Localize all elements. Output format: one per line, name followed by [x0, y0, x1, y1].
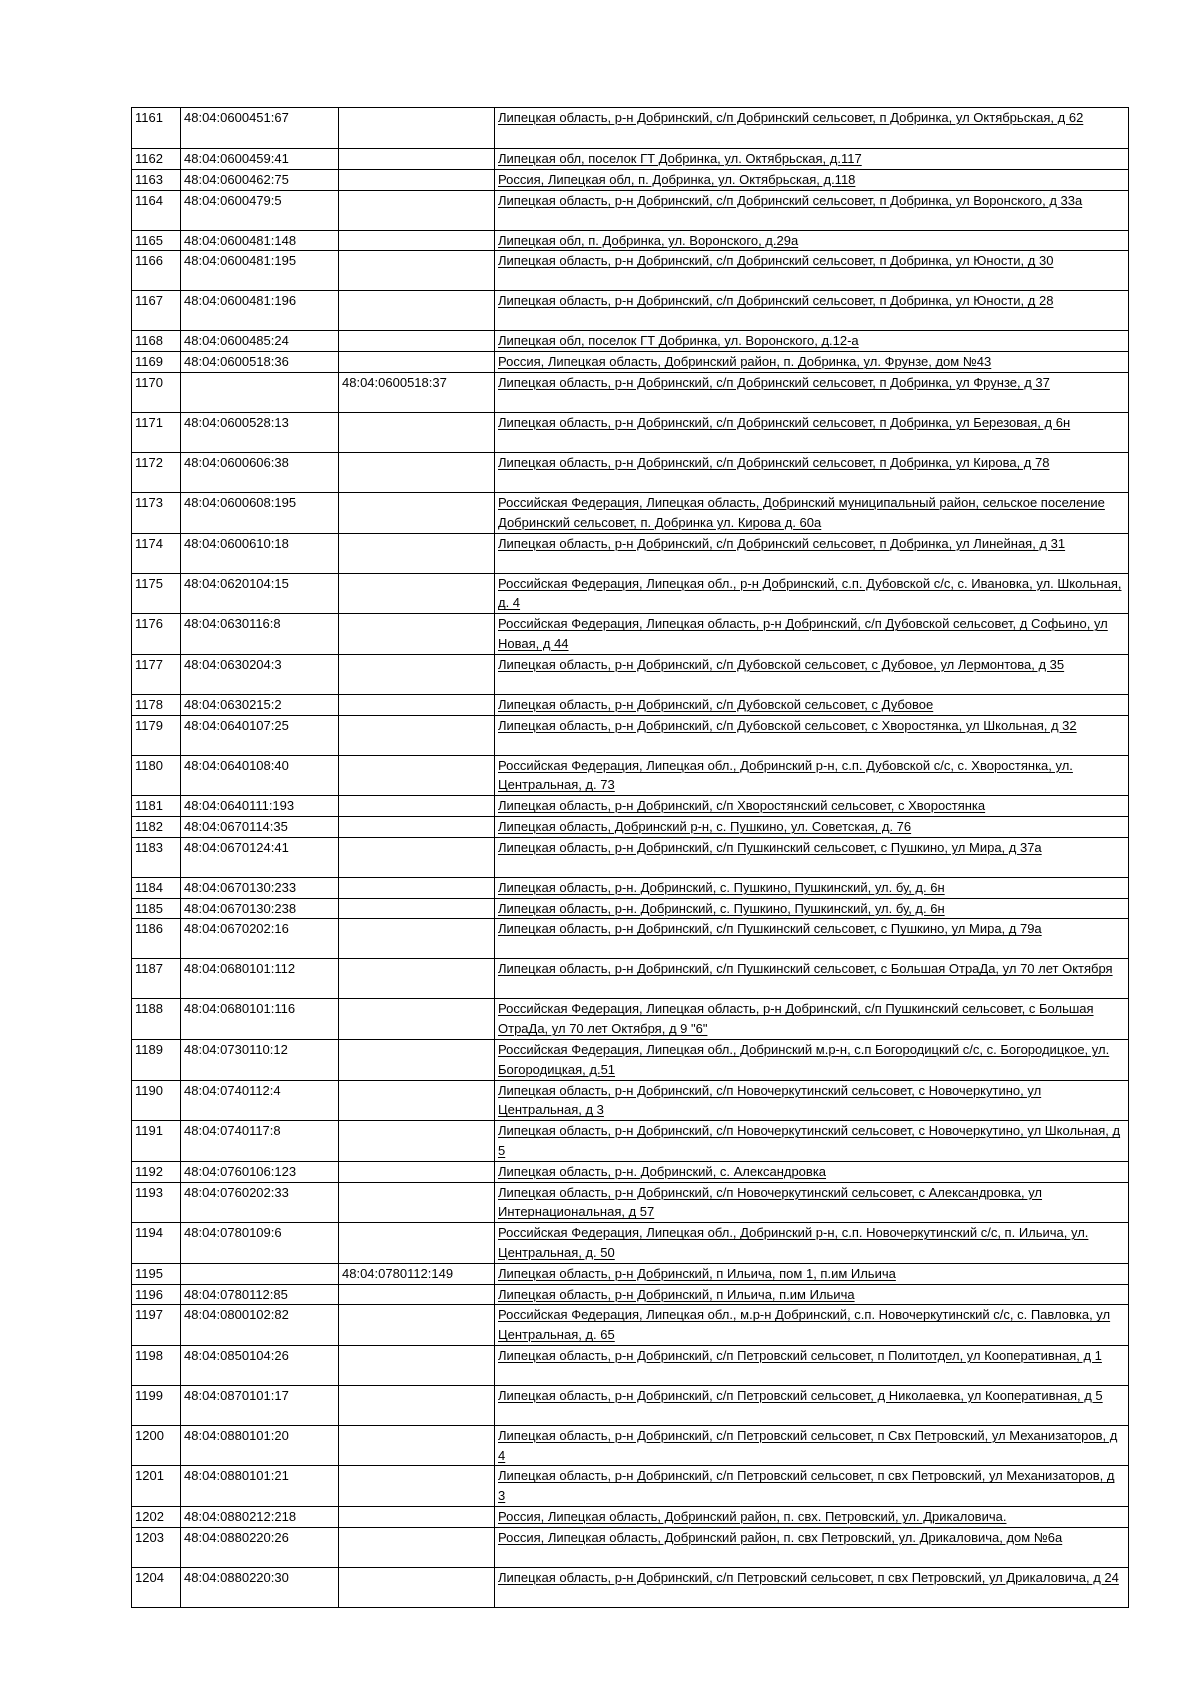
row-number-cell: 1201	[132, 1466, 181, 1507]
address-cell: Липецкая область, р-н Добринский, с/п Добринский сельсовет, п Добринка, ул Линейная, д 31	[495, 533, 1129, 573]
address-cell: Липецкая область, р-н. Добринский, с. Пушкино, Пушкинский, ул. бу, д. 6н	[495, 877, 1129, 898]
cadastral-number-secondary-cell	[339, 331, 495, 352]
table-row	[132, 1527, 1129, 1567]
address-cell: Липецкая область, р-н Добринский, с/п Добринский сельсовет, п Добринка, ул Октябрьская, д 62	[495, 108, 1129, 149]
row-number-cell: 1204	[132, 1567, 181, 1607]
cadastral-number-secondary-cell	[339, 1425, 495, 1466]
address-cell: Липецкая область, р-н Добринский, с/п Пушкинский сельсовет, с Пушкино, ул Мира, д 79а	[495, 919, 1129, 959]
address-cell: Липецкая обл, п. Добринка, ул. Воронского, д.29а	[495, 230, 1129, 251]
table-row	[132, 1466, 1129, 1507]
table-row	[132, 372, 1129, 412]
table-row	[132, 291, 1129, 331]
cadastral-number-cell: 48:04:0870101:17	[181, 1385, 339, 1425]
table-row	[132, 614, 1129, 655]
address-cell: Российская Федерация, Липецкая обл., м.р-н Добринский, с.п. Новочеркутинский с/с, с. Павловка, ул Центральная, д. 65	[495, 1305, 1129, 1346]
address-cell: Липецкая область, р-н Добринский, с/п Добринский сельсовет, п Добринка, ул Юности, д 28	[495, 291, 1129, 331]
cadastral-number-cell: 48:04:0680101:116	[181, 999, 339, 1040]
table-row	[132, 1305, 1129, 1346]
cadastral-number-secondary-cell	[339, 715, 495, 755]
address-cell: Липецкая область, р-н Добринский, п Ильича, пом 1, п.им Ильича	[495, 1263, 1129, 1284]
cadastral-number-cell: 48:04:0600481:195	[181, 251, 339, 291]
table-row	[132, 230, 1129, 251]
row-number-cell: 1187	[132, 959, 181, 999]
table-row	[132, 1284, 1129, 1305]
address-cell: Российская Федерация, Липецкая обл., р-н Добринский, с.п. Дубовской с/с, с. Ивановка, ул. Школьная, д. 4	[495, 573, 1129, 614]
row-number-cell: 1186	[132, 919, 181, 959]
cadastral-number-secondary-cell: 48:04:0600518:37	[339, 372, 495, 412]
address-cell: Липецкая область, р-н Добринский, с/п Добринский сельсовет, п Добринка, ул Юности, д 30	[495, 251, 1129, 291]
table-row	[132, 1263, 1129, 1284]
cadastral-number-secondary-cell	[339, 1567, 495, 1607]
address-cell: Липецкая область, р-н Добринский, с/п Петровский сельсовет, п свх Петровский, ул Дрикаловича, д 24	[495, 1567, 1129, 1607]
cadastral-number-cell: 48:04:0640107:25	[181, 715, 339, 755]
cadastral-number-cell: 48:04:0600459:41	[181, 149, 339, 170]
cadastral-number-secondary-cell	[339, 1507, 495, 1528]
row-number-cell: 1169	[132, 352, 181, 373]
table-row	[132, 654, 1129, 694]
cadastral-number-cell: 48:04:0740117:8	[181, 1121, 339, 1162]
cadastral-number-secondary-cell	[339, 1121, 495, 1162]
cadastral-number-secondary-cell	[339, 108, 495, 149]
cadastral-number-secondary-cell	[339, 796, 495, 817]
table-row	[132, 251, 1129, 291]
cadastral-number-secondary-cell	[339, 1385, 495, 1425]
cadastral-number-cell: 48:04:0670202:16	[181, 919, 339, 959]
cadastral-number-secondary-cell	[339, 1305, 495, 1346]
address-cell: Липецкая обл, поселок ГТ Добринка, ул. Октябрьская, д.117	[495, 149, 1129, 170]
row-number-cell: 1174	[132, 533, 181, 573]
cadastral-number-cell: 48:04:0630116:8	[181, 614, 339, 655]
cadastral-number-secondary-cell	[339, 694, 495, 715]
cadastral-number-secondary-cell	[339, 999, 495, 1040]
cadastral-number-secondary-cell	[339, 291, 495, 331]
cadastral-number-secondary-cell	[339, 614, 495, 655]
address-cell: Липецкая область, р-н Добринский, с/п Новочеркутинский сельсовет, с Новочеркутино, ул Центральная, д 3	[495, 1080, 1129, 1121]
cadastral-number-secondary-cell	[339, 169, 495, 190]
row-number-cell: 1179	[132, 715, 181, 755]
cadastral-number-secondary-cell	[339, 1345, 495, 1385]
row-number-cell: 1175	[132, 573, 181, 614]
row-number-cell: 1189	[132, 1039, 181, 1080]
cadastral-number-cell: 48:04:0600481:196	[181, 291, 339, 331]
cadastral-number-secondary-cell	[339, 1284, 495, 1305]
cadastral-number-cell: 48:04:0760106:123	[181, 1161, 339, 1182]
row-number-cell: 1184	[132, 877, 181, 898]
row-number-cell: 1166	[132, 251, 181, 291]
address-cell: Липецкая область, р-н Добринский, с/п Добринский сельсовет, п Добринка, ул Воронского, д 33а	[495, 190, 1129, 230]
cadastral-number-cell: 48:04:0600610:18	[181, 533, 339, 573]
cadastral-number-secondary-cell	[339, 898, 495, 919]
cadastral-number-cell	[181, 372, 339, 412]
table-row	[132, 877, 1129, 898]
address-cell: Россия, Липецкая область, Добринский район, п. свх. Петровский, ул. Дрикаловича.	[495, 1507, 1129, 1528]
table-row	[132, 1080, 1129, 1121]
table-row	[132, 959, 1129, 999]
cadastral-number-secondary-cell	[339, 837, 495, 877]
cadastral-number-secondary-cell	[339, 755, 495, 796]
table-row	[132, 108, 1129, 149]
table-row	[132, 715, 1129, 755]
row-number-cell: 1168	[132, 331, 181, 352]
cadastral-number-cell: 48:04:0680101:112	[181, 959, 339, 999]
table-row	[132, 1121, 1129, 1162]
address-cell: Липецкая обл, поселок ГТ Добринка, ул. Воронского, д.12-а	[495, 331, 1129, 352]
row-number-cell: 1177	[132, 654, 181, 694]
cadastral-number-secondary-cell	[339, 230, 495, 251]
row-number-cell: 1167	[132, 291, 181, 331]
row-number-cell: 1183	[132, 837, 181, 877]
cadastral-number-cell: 48:04:0670130:233	[181, 877, 339, 898]
table-row	[132, 837, 1129, 877]
cadastral-number-cell: 48:04:0620104:15	[181, 573, 339, 614]
table-row	[132, 533, 1129, 573]
cadastral-number-secondary-cell	[339, 1182, 495, 1223]
cadastral-number-secondary-cell	[339, 1080, 495, 1121]
address-cell: Липецкая область, р-н Добринский, с/п Добринский сельсовет, п Добринка, ул Фрунзе, д 37	[495, 372, 1129, 412]
table-row	[132, 796, 1129, 817]
address-cell: Липецкая область, р-н. Добринский, с. Александровка	[495, 1161, 1129, 1182]
address-cell: Россия, Липецкая область, Добринский район, п. Добринка, ул. Фрунзе, дом №43	[495, 352, 1129, 373]
row-number-cell: 1199	[132, 1385, 181, 1425]
address-cell: Липецкая область, р-н Добринский, с/п Пушкинский сельсовет, с Большая ОтраДа, ул 70 лет Октября	[495, 959, 1129, 999]
cadastral-number-cell: 48:04:0780109:6	[181, 1223, 339, 1264]
cadastral-number-secondary-cell	[339, 533, 495, 573]
table-row	[132, 999, 1129, 1040]
row-number-cell: 1164	[132, 190, 181, 230]
address-cell: Российская Федерация, Липецкая обл., Добринский р-н, с.п. Дубовской с/с, с. Хворостянка, ул. Центральная, д. 73	[495, 755, 1129, 796]
table-row	[132, 1567, 1129, 1607]
row-number-cell: 1195	[132, 1263, 181, 1284]
cadastral-number-cell: 48:04:0880101:21	[181, 1466, 339, 1507]
row-number-cell: 1193	[132, 1182, 181, 1223]
row-number-cell: 1173	[132, 492, 181, 533]
cadastral-number-secondary-cell	[339, 959, 495, 999]
cadastral-number-secondary-cell	[339, 1223, 495, 1264]
table-row	[132, 492, 1129, 533]
address-cell: Липецкая область, р-н Добринский, с/п Новочеркутинский сельсовет, с Новочеркутино, ул Школьная, д 5	[495, 1121, 1129, 1162]
cadastral-number-cell: 48:04:0600479:5	[181, 190, 339, 230]
cadastral-number-secondary-cell	[339, 919, 495, 959]
table-row	[132, 694, 1129, 715]
address-cell: Липецкая область, р-н Добринский, с/п Петровский сельсовет, п Политотдел, ул Кооперативная, д 1	[495, 1345, 1129, 1385]
cadastral-number-cell: 48:04:0880220:30	[181, 1567, 339, 1607]
cadastral-number-secondary-cell	[339, 877, 495, 898]
cadastral-number-cell: 48:04:0780112:85	[181, 1284, 339, 1305]
cadastral-number-cell: 48:04:0600462:75	[181, 169, 339, 190]
row-number-cell: 1180	[132, 755, 181, 796]
row-number-cell: 1200	[132, 1425, 181, 1466]
address-cell: Липецкая область, р-н Добринский, с/п Петровский сельсовет, д Николаевка, ул Кооперативная, д 5	[495, 1385, 1129, 1425]
cadastral-number-cell: 48:04:0600518:36	[181, 352, 339, 373]
address-cell: Липецкая область, р-н Добринский, с/п Дубовской сельсовет, с Дубовое, ул Лермонтова, д 35	[495, 654, 1129, 694]
row-number-cell: 1162	[132, 149, 181, 170]
table-row	[132, 352, 1129, 373]
table-row	[132, 452, 1129, 492]
row-number-cell: 1172	[132, 452, 181, 492]
address-cell: Липецкая область, р-н Добринский, с/п Пушкинский сельсовет, с Пушкино, ул Мира, д 37а	[495, 837, 1129, 877]
cadastral-number-cell: 48:04:0670130:238	[181, 898, 339, 919]
table-row	[132, 1425, 1129, 1466]
cadastral-number-secondary-cell	[339, 1039, 495, 1080]
address-cell: Российская Федерация, Липецкая обл., Добринский р-н, с.п. Новочеркутинский с/с, п. Ильича, ул. Центральная, д. 50	[495, 1223, 1129, 1264]
address-cell: Россия, Липецкая обл, п. Добринка, ул. Октябрьская, д.118	[495, 169, 1129, 190]
cadastral-number-cell: 48:04:0670124:41	[181, 837, 339, 877]
address-cell: Липецкая область, р-н Добринский, с/п Хворостянский сельсовет, с Хворостянка	[495, 796, 1129, 817]
cadastral-number-secondary-cell: 48:04:0780112:149	[339, 1263, 495, 1284]
address-cell: Липецкая область, р-н Добринский, с/п Дубовской сельсовет, с Хворостянка, ул Школьная, д 32	[495, 715, 1129, 755]
cadastral-number-secondary-cell	[339, 251, 495, 291]
table-row	[132, 331, 1129, 352]
table-row	[132, 1161, 1129, 1182]
table-row	[132, 816, 1129, 837]
row-number-cell: 1198	[132, 1345, 181, 1385]
table-row	[132, 412, 1129, 452]
address-cell: Липецкая область, р-н Добринский, с/п Новочеркутинский сельсовет, с Александровка, ул Интернациональная, д 57	[495, 1182, 1129, 1223]
row-number-cell: 1171	[132, 412, 181, 452]
row-number-cell: 1192	[132, 1161, 181, 1182]
row-number-cell: 1203	[132, 1527, 181, 1567]
address-cell: Липецкая область, Добринский р-н, с. Пушкино, ул. Советская, д. 76	[495, 816, 1129, 837]
row-number-cell: 1197	[132, 1305, 181, 1346]
row-number-cell: 1194	[132, 1223, 181, 1264]
cadastral-number-secondary-cell	[339, 816, 495, 837]
cadastral-number-secondary-cell	[339, 654, 495, 694]
table-row	[132, 898, 1129, 919]
address-cell: Липецкая область, р-н Добринский, с/п Добринский сельсовет, п Добринка, ул Березовая, д 6н	[495, 412, 1129, 452]
cadastral-number-cell: 48:04:0880212:218	[181, 1507, 339, 1528]
row-number-cell: 1190	[132, 1080, 181, 1121]
table-row	[132, 1507, 1129, 1528]
address-cell: Российская Федерация, Липецкая область, р-н Добринский, с/п Дубовской сельсовет, д Софьино, ул Новая, д 44	[495, 614, 1129, 655]
cadastral-number-cell: 48:04:0670114:35	[181, 816, 339, 837]
row-number-cell: 1170	[132, 372, 181, 412]
cadastral-number-cell: 48:04:0600485:24	[181, 331, 339, 352]
cadastral-number-secondary-cell	[339, 492, 495, 533]
cadastral-number-cell	[181, 1263, 339, 1284]
cadastral-number-cell: 48:04:0640108:40	[181, 755, 339, 796]
table-row	[132, 1182, 1129, 1223]
cadastral-number-cell: 48:04:0640111:193	[181, 796, 339, 817]
address-cell: Липецкая область, р-н Добринский, с/п Добринский сельсовет, п Добринка, ул Кирова, д 78	[495, 452, 1129, 492]
cadastral-number-cell: 48:04:0600608:195	[181, 492, 339, 533]
cadastral-number-secondary-cell	[339, 1466, 495, 1507]
cadastral-number-secondary-cell	[339, 1527, 495, 1567]
cadastral-number-cell: 48:04:0880220:26	[181, 1527, 339, 1567]
registry-table-body	[132, 108, 1129, 1608]
address-cell: Липецкая область, р-н Добринский, п Ильича, п.им Ильича	[495, 1284, 1129, 1305]
table-row	[132, 149, 1129, 170]
cadastral-number-cell: 48:04:0760202:33	[181, 1182, 339, 1223]
table-row	[132, 919, 1129, 959]
cadastral-number-secondary-cell	[339, 190, 495, 230]
cadastral-number-cell: 48:04:0600451:67	[181, 108, 339, 149]
cadastral-number-cell: 48:04:0850104:26	[181, 1345, 339, 1385]
table-row	[132, 1223, 1129, 1264]
cadastral-number-secondary-cell	[339, 149, 495, 170]
cadastral-number-secondary-cell	[339, 412, 495, 452]
row-number-cell: 1161	[132, 108, 181, 149]
address-cell: Липецкая область, р-н Добринский, с/п Петровский сельсовет, п Свх Петровский, ул Механизаторов, д 4	[495, 1425, 1129, 1466]
table-row	[132, 1039, 1129, 1080]
row-number-cell: 1182	[132, 816, 181, 837]
cadastral-number-cell: 48:04:0600481:148	[181, 230, 339, 251]
table-row	[132, 169, 1129, 190]
address-cell: Российская Федерация, Липецкая область, р-н Добринский, с/п Пушкинский сельсовет, с Большая ОтраДа, ул 70 лет Октября, д 9 "6"	[495, 999, 1129, 1040]
table-row	[132, 1345, 1129, 1385]
cadastral-number-secondary-cell	[339, 352, 495, 373]
table-row	[132, 755, 1129, 796]
table-row	[132, 573, 1129, 614]
cadastral-number-cell: 48:04:0630204:3	[181, 654, 339, 694]
row-number-cell: 1163	[132, 169, 181, 190]
address-cell: Липецкая область, р-н Добринский, с/п Дубовской сельсовет, с Дубовое	[495, 694, 1129, 715]
row-number-cell: 1191	[132, 1121, 181, 1162]
cadastral-number-cell: 48:04:0600528:13	[181, 412, 339, 452]
cadastral-number-cell: 48:04:0740112:4	[181, 1080, 339, 1121]
cadastral-number-cell: 48:04:0630215:2	[181, 694, 339, 715]
address-cell: Россия, Липецкая область, Добринский район, п. свх Петровский, ул. Дрикаловича, дом №6а	[495, 1527, 1129, 1567]
cadastral-number-secondary-cell	[339, 573, 495, 614]
row-number-cell: 1178	[132, 694, 181, 715]
row-number-cell: 1202	[132, 1507, 181, 1528]
address-cell: Российская Федерация, Липецкая обл., Добринский м.р-н, с.п Богородицкий с/с, с. Богородицкое, ул. Богородицкая, д.51	[495, 1039, 1129, 1080]
cadastral-number-secondary-cell	[339, 1161, 495, 1182]
cadastral-number-secondary-cell	[339, 452, 495, 492]
address-cell: Липецкая область, р-н. Добринский, с. Пушкино, Пушкинский, ул. бу, д. 6н	[495, 898, 1129, 919]
cadastral-number-cell: 48:04:0730110:12	[181, 1039, 339, 1080]
table-row	[132, 190, 1129, 230]
registry-table	[131, 107, 1129, 1608]
address-cell: Липецкая область, р-н Добринский, с/п Петровский сельсовет, п свх Петровский, ул Механизаторов, д 3	[495, 1466, 1129, 1507]
row-number-cell: 1176	[132, 614, 181, 655]
row-number-cell: 1181	[132, 796, 181, 817]
address-cell: Российская Федерация, Липецкая область, Добринский муниципальный район, сельское поселение Добринский сельсовет, п. Добринка ул. Кирова д. 60а	[495, 492, 1129, 533]
table-row	[132, 1385, 1129, 1425]
cadastral-number-cell: 48:04:0880101:20	[181, 1425, 339, 1466]
row-number-cell: 1185	[132, 898, 181, 919]
cadastral-number-cell: 48:04:0600606:38	[181, 452, 339, 492]
cadastral-number-cell: 48:04:0800102:82	[181, 1305, 339, 1346]
row-number-cell: 1196	[132, 1284, 181, 1305]
row-number-cell: 1188	[132, 999, 181, 1040]
row-number-cell: 1165	[132, 230, 181, 251]
